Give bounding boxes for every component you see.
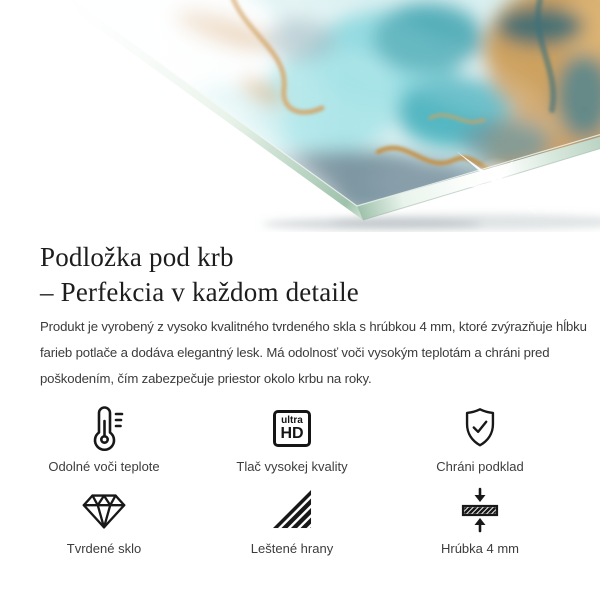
feature-label: Odolné voči teplote — [48, 459, 160, 474]
description-line-1: Produkt je vyrobený z vysoko kvalitného tvrdeného skla s hrúbkou 4 mm, ktoré zvýrazňuje hĺbku — [40, 319, 587, 334]
ultra-hd-icon-text-bottom: HD — [280, 424, 304, 442]
feature-heat-resistant — [10, 404, 198, 474]
feature-protects-surface — [386, 404, 574, 474]
glass-panel-image — [0, 0, 600, 232]
feature-label: Leštené hrany — [250, 541, 334, 556]
thermometer-icon — [80, 404, 128, 452]
page-title — [40, 240, 570, 310]
title-line-2: – Perfekcia v každom detaile — [40, 277, 359, 307]
product-description — [40, 314, 587, 392]
product-text-section — [0, 240, 600, 392]
ultra-hd-icon — [273, 404, 311, 452]
feature-label: Hrúbka 4 mm — [440, 541, 520, 556]
shield-check-icon — [457, 404, 503, 452]
ultra-hd-icon-text-top: ultra — [281, 414, 303, 426]
feature-print-quality — [198, 404, 386, 474]
title-line-1: Podložka pod krb — [40, 242, 234, 272]
feature-label: Tlač vysokej kvality — [236, 459, 348, 474]
feature-tempered-glass — [10, 486, 198, 556]
description-line-3: poškodením, čím zabezpečuje priestor okolo krbu na roky. — [40, 371, 372, 386]
product-hero — [0, 0, 600, 232]
feature-thickness — [386, 486, 574, 556]
polished-edges-icon — [269, 486, 315, 534]
description-line-2: farieb potlače a dodáva elegantný lesk. Má odolnosť voči vysokým teplotám a chráni pred — [40, 345, 550, 360]
diamond-icon — [79, 486, 129, 534]
feature-grid — [10, 404, 574, 556]
thickness-icon — [456, 486, 504, 534]
feature-label: Chráni podklad — [436, 459, 524, 474]
feature-polished-edges — [198, 486, 386, 556]
feature-label: Tvrdené sklo — [66, 541, 142, 556]
